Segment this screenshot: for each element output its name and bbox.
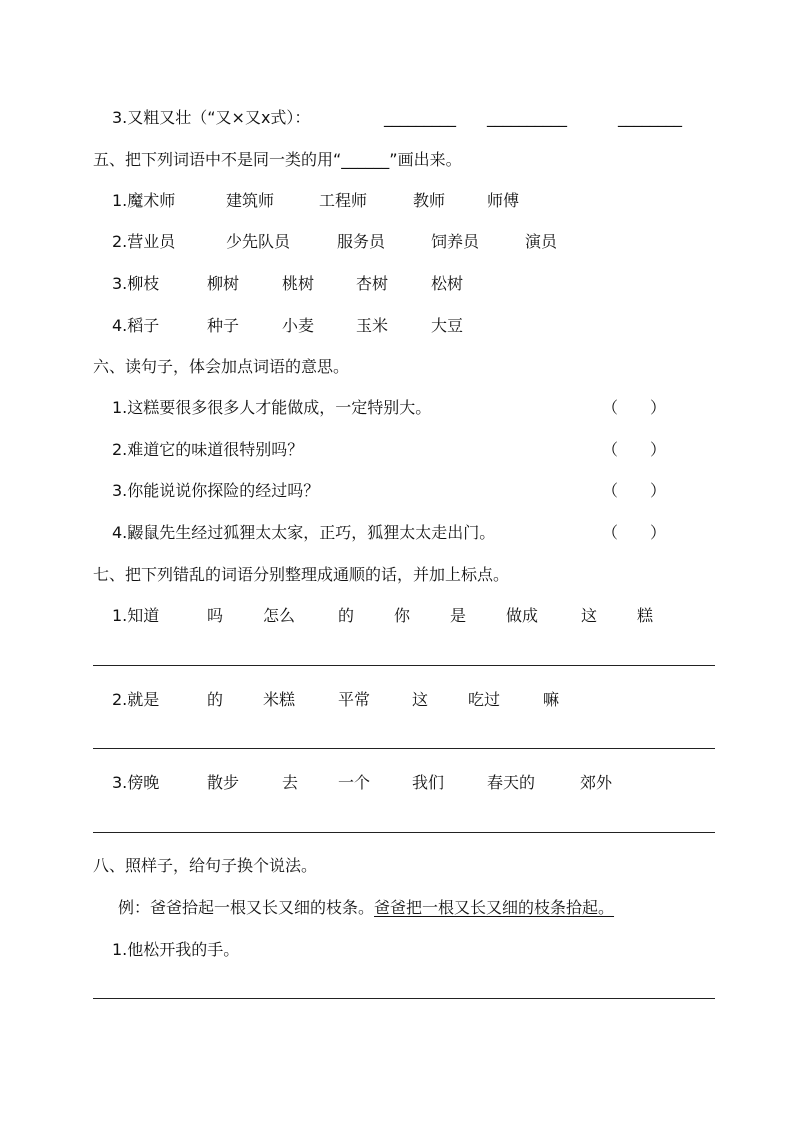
answer-paren-1[interactable]: （ ） (602, 398, 667, 417)
word-option[interactable]: 2.营业员 (112, 232, 176, 251)
word-option[interactable]: 教师 (413, 191, 446, 210)
sentence-2: 2.难道它的味道很特别吗？ (112, 440, 304, 459)
answer-paren-4[interactable]: （ ） (602, 523, 667, 542)
word-option[interactable]: 饲养员 (431, 232, 480, 251)
sentence-1: 1.这糕要很多很多人才能做成，一定特别大。 (112, 398, 432, 417)
section-7-heading: 七、把下列错乱的词语分别整理成通顺的话，并加上标点。 (93, 565, 510, 584)
word-option[interactable]: 1.魔术师 (112, 191, 176, 210)
answer-blank-2[interactable]: __________ (487, 108, 567, 127)
answer-blank-1[interactable]: _________ (384, 108, 456, 127)
example-sentence (118, 898, 614, 918)
answer-paren-2[interactable]: （ ） (602, 440, 667, 459)
item-3-instruction: 3.又粗又壮（“又×又x式）： (112, 108, 311, 127)
answer-line-4[interactable] (93, 998, 715, 999)
scrambled-word: 2.就是 (112, 690, 160, 709)
word-option[interactable]: 桃树 (282, 274, 315, 293)
section-8-heading: 八、照样子，给句子换个说法。 (93, 856, 318, 875)
word-option[interactable]: 工程师 (319, 191, 368, 210)
word-option[interactable]: 松树 (431, 274, 464, 293)
scrambled-word: 的 (338, 606, 355, 625)
scrambled-word: 一个 (338, 773, 371, 792)
word-option[interactable]: 小麦 (282, 316, 315, 335)
word-option[interactable]: 种子 (207, 316, 240, 335)
scrambled-word: 是 (450, 606, 467, 625)
word-option[interactable]: 服务员 (337, 232, 386, 251)
word-option[interactable]: 大豆 (431, 316, 464, 335)
answer-line-3[interactable] (93, 832, 715, 833)
answer-blank-3[interactable]: ________ (618, 108, 682, 127)
word-option[interactable]: 4.稻子 (112, 316, 160, 335)
scrambled-word: 糕 (637, 606, 654, 625)
word-option[interactable]: 师傅 (487, 191, 520, 210)
word-option[interactable]: 杏树 (356, 274, 389, 293)
scrambled-word: 郊外 (580, 773, 613, 792)
word-option[interactable]: 建筑师 (226, 191, 275, 210)
scrambled-word: 这 (581, 606, 598, 625)
scrambled-word: 嘛 (543, 690, 560, 709)
section-8-item-1: 1.他松开我的手。 (112, 940, 240, 959)
scrambled-word: 吃过 (468, 690, 501, 709)
sentence-4: 4.鼹鼠先生经过狐狸太太家，正巧，狐狸太太走出门。 (112, 523, 496, 542)
answer-line-2[interactable] (93, 748, 715, 749)
scrambled-word: 做成 (506, 606, 539, 625)
scrambled-word: 吗 (207, 606, 224, 625)
word-option[interactable]: 演员 (525, 232, 558, 251)
scrambled-word: 散步 (207, 773, 240, 792)
scrambled-word: 这 (412, 690, 429, 709)
scrambled-word: 平常 (338, 690, 371, 709)
scrambled-word: 怎么 (263, 606, 296, 625)
answer-line-1[interactable] (93, 665, 715, 666)
scrambled-word: 1.知道 (112, 606, 160, 625)
scrambled-word: 去 (282, 773, 299, 792)
word-option[interactable]: 3.柳枝 (112, 274, 160, 293)
scrambled-word: 我们 (412, 773, 445, 792)
example-answer: 爸爸把一根又长又细的枝条拾起。 (374, 898, 615, 917)
answer-paren-3[interactable]: （ ） (602, 481, 667, 500)
section-5-heading: 五、把下列词语中不是同一类的用“______”画出来。 (93, 150, 462, 169)
example-prefix: 例：爸爸拾起一根又长又细的枝条。 (118, 898, 375, 917)
scrambled-word: 春天的 (487, 773, 536, 792)
scrambled-word: 你 (394, 606, 411, 625)
word-option[interactable]: 玉米 (356, 316, 389, 335)
word-option[interactable]: 柳树 (207, 274, 240, 293)
scrambled-word: 3.傍晚 (112, 773, 160, 792)
sentence-3: 3.你能说说你探险的经过吗？ (112, 481, 320, 500)
scrambled-word: 的 (207, 690, 224, 709)
scrambled-word: 米糕 (263, 690, 296, 709)
section-6-heading: 六、读句子，体会加点词语的意思。 (93, 357, 350, 376)
word-option[interactable]: 少先队员 (226, 232, 291, 251)
